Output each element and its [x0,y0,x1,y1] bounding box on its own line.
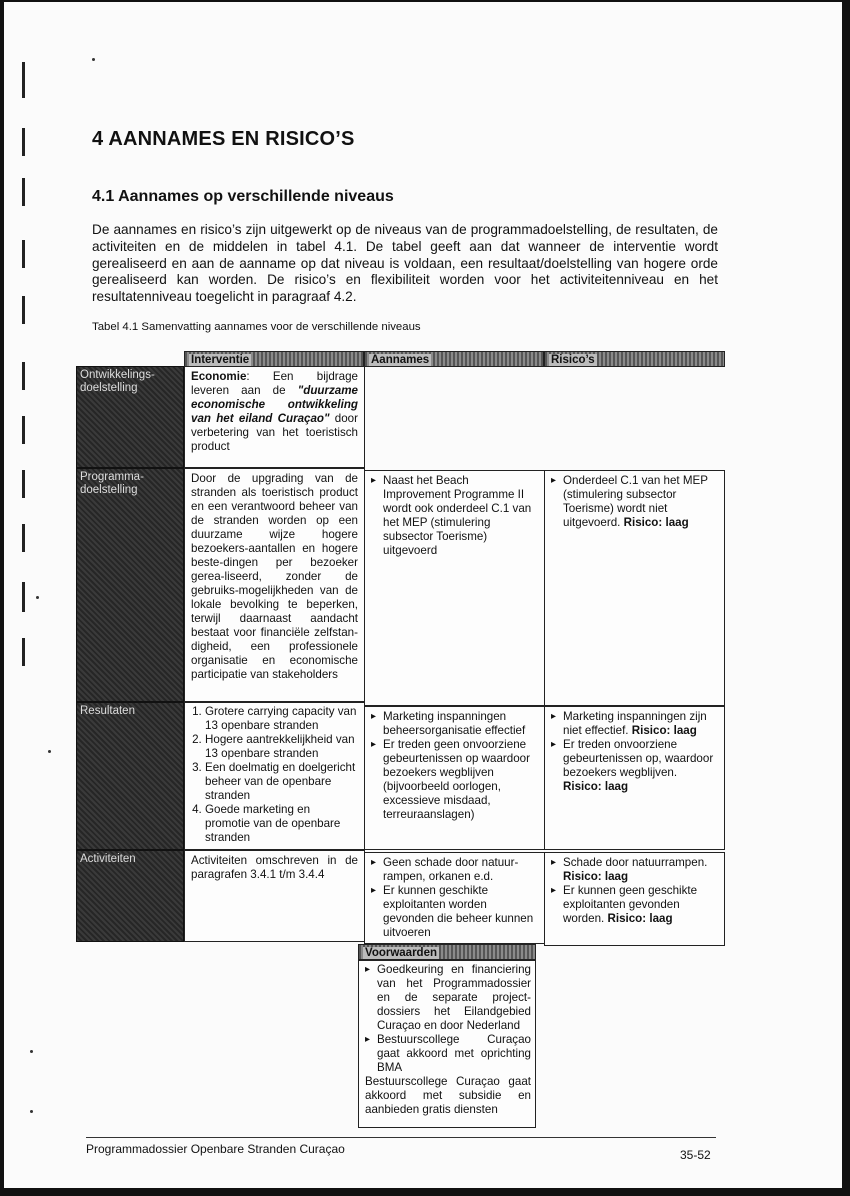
cell-intervention: Activiteiten omschreven in de paragrafen 3.4.1 t/m 3.4.4 [184,850,365,942]
row-label-ontwikkelingsdoelstelling: Ontwikkelings-doelstelling [76,366,184,468]
header-risicos: Risico’s [544,351,725,367]
result-item: 2. Hogere aantrekkelijkheid van 13 openbare stranden [205,733,358,761]
cell-assumptions [364,706,545,850]
intervention-text: : Een bijdrage leveren aan de [191,370,358,397]
assumption-item: ▸ Geen schade door natuur-rampen, orkanen e.d. [383,856,538,884]
margin-bar [22,240,25,268]
row-label-activiteiten: Activiteiten [76,850,184,942]
page-number: 35-52 [680,1148,711,1162]
intervention-italic: "duurzame economische ontwikkeling van het eiland Curaçao" [191,384,358,425]
margin-bar [22,296,25,324]
risk-item: ▸ Er kunnen geen geschikte exploitanten gevonden worden. Risico: laag [563,884,718,926]
row-label-resultaten: Resultaten [76,702,184,850]
intro-paragraph: De aannames en risico’s zijn uitgewerkt op de niveaus van de programmadoelstelling, de resultaten, de activiteiten en de middelen in tabel 4.1. De tabel geeft aan dat wanneer de interventie wordt gerealiseerd en aan de aanname op dat niveau is voldaan, een resultaat/doelstelling van hogere orde gerealiseerd kan worden. De risico’s en flexibiliteit worden voor het activiteitenniveau en het resultatenniveau toegelicht in paragraaf 4.2. [92,222,718,305]
document-page [4,2,842,1188]
assumption-item: ▸ Marketing inspanningen beheersorganisatie effectief [383,710,538,738]
precondition-item: ▸ Goedkeuring en financiering van het Programmadossier en de separate project-dossiers het Eilandgebied Curaçao en door Nederland [377,963,531,1033]
margin-bar [22,62,25,98]
intervention-tail: door verbetering van het toeristisch product [191,412,358,453]
result-item: 4. Goede marketing en promotie van de openbare stranden [205,803,358,845]
result-item: 3. Een doelmatig en doelgericht beheer van de openbare stranden [205,761,358,803]
risk-item: ▸ Schade door natuurrampen. Risico: laag [563,856,718,884]
cell-risks [544,706,725,850]
margin-bar [22,582,25,612]
assumption-item: ▸ Er treden geen onvoorziene gebeurtenissen op waardoor bezoekers wegblijven (bijvoorbeeld oorlogen, excessieve misdaad, terreuraanslagen) [383,738,538,822]
footer-line [86,1137,716,1138]
precondition-item: ▸ Bestuurscollege Curaçao gaat akkoord met oprichting BMA [377,1033,531,1075]
risk-item: ▸ Marketing inspanningen zijn niet effectief. Risico: laag [563,710,718,738]
header-aannames: Aannames [364,351,544,367]
risk-item: ▸ Er treden onvoorziene gebeurtenissen op, waardoor bezoekers wegblijven. Risico: laag [563,738,718,794]
table-caption: Tabel 4.1 Samenvatting aannames voor de verschillende niveaus [92,321,421,333]
margin-bar [22,362,25,390]
header-interventie: Interventie [184,351,364,367]
cell-intervention: Door de upgrading van de stranden als toeristisch product en een verantwoord beheer van de stranden worden op een duurzame wijze hogere bezoekers-aantallen en hogere beste-dingen per bezoeker gerea-liseerd, zonder de gebruiks-mogelijkheden van de lokale bevolking te beperken, terwijl daarnaast aandacht bestaat voor financiële zelfstan-digheid, een professionele organisatie en economische participatie van stakeholders [184,468,365,702]
speck [92,58,95,61]
cell-assumptions [364,470,545,706]
header-voorwaarden: Voorwaarden [358,944,536,960]
speck [30,1050,33,1053]
cell-risks [544,470,725,706]
subsection-heading: 4.1 Aannames op verschillende niveaus [92,188,394,205]
cell-intervention [184,366,365,468]
precondition-tail: Bestuurscollege Curaçao gaat akkoord met subsidie en aanbieden gratis diensten [365,1075,531,1116]
speck [30,1110,33,1113]
margin-bar [22,416,25,444]
row-label-programmadoelstelling: Programma-doelstelling [76,468,184,702]
margin-bar [22,524,25,552]
assumption-item: ▸ Er kunnen geschikte exploitanten worden gevonden die beheer kunnen uitvoeren [383,884,538,940]
cell-risks [544,852,725,946]
speck [36,596,39,599]
section-heading: 4 AANNAMES EN RISICO’S [92,128,355,150]
footer-text: Programmadossier Openbare Stranden Curaçao [86,1142,345,1156]
cell-intervention [184,702,365,850]
cell-assumptions [364,852,545,944]
margin-bar [22,638,25,666]
speck [48,750,51,753]
margin-bar [22,128,25,156]
cell-preconditions [358,960,536,1128]
margin-bar [22,178,25,206]
risk-item: ▸ Onderdeel C.1 van het MEP (stimulering subsector Toerisme) wordt niet uitgevoerd. Risico: laag [563,474,718,530]
assumption-item: ▸ Naast het Beach Improvement Programme II wordt ook onderdeel C.1 van het MEP (stimulering subsector Toerisme) uitgevoerd [383,474,538,558]
result-item: 1. Grotere carrying capacity van 13 openbare stranden [205,705,358,733]
margin-bar [22,470,25,498]
intervention-bold: Economie [191,370,247,383]
